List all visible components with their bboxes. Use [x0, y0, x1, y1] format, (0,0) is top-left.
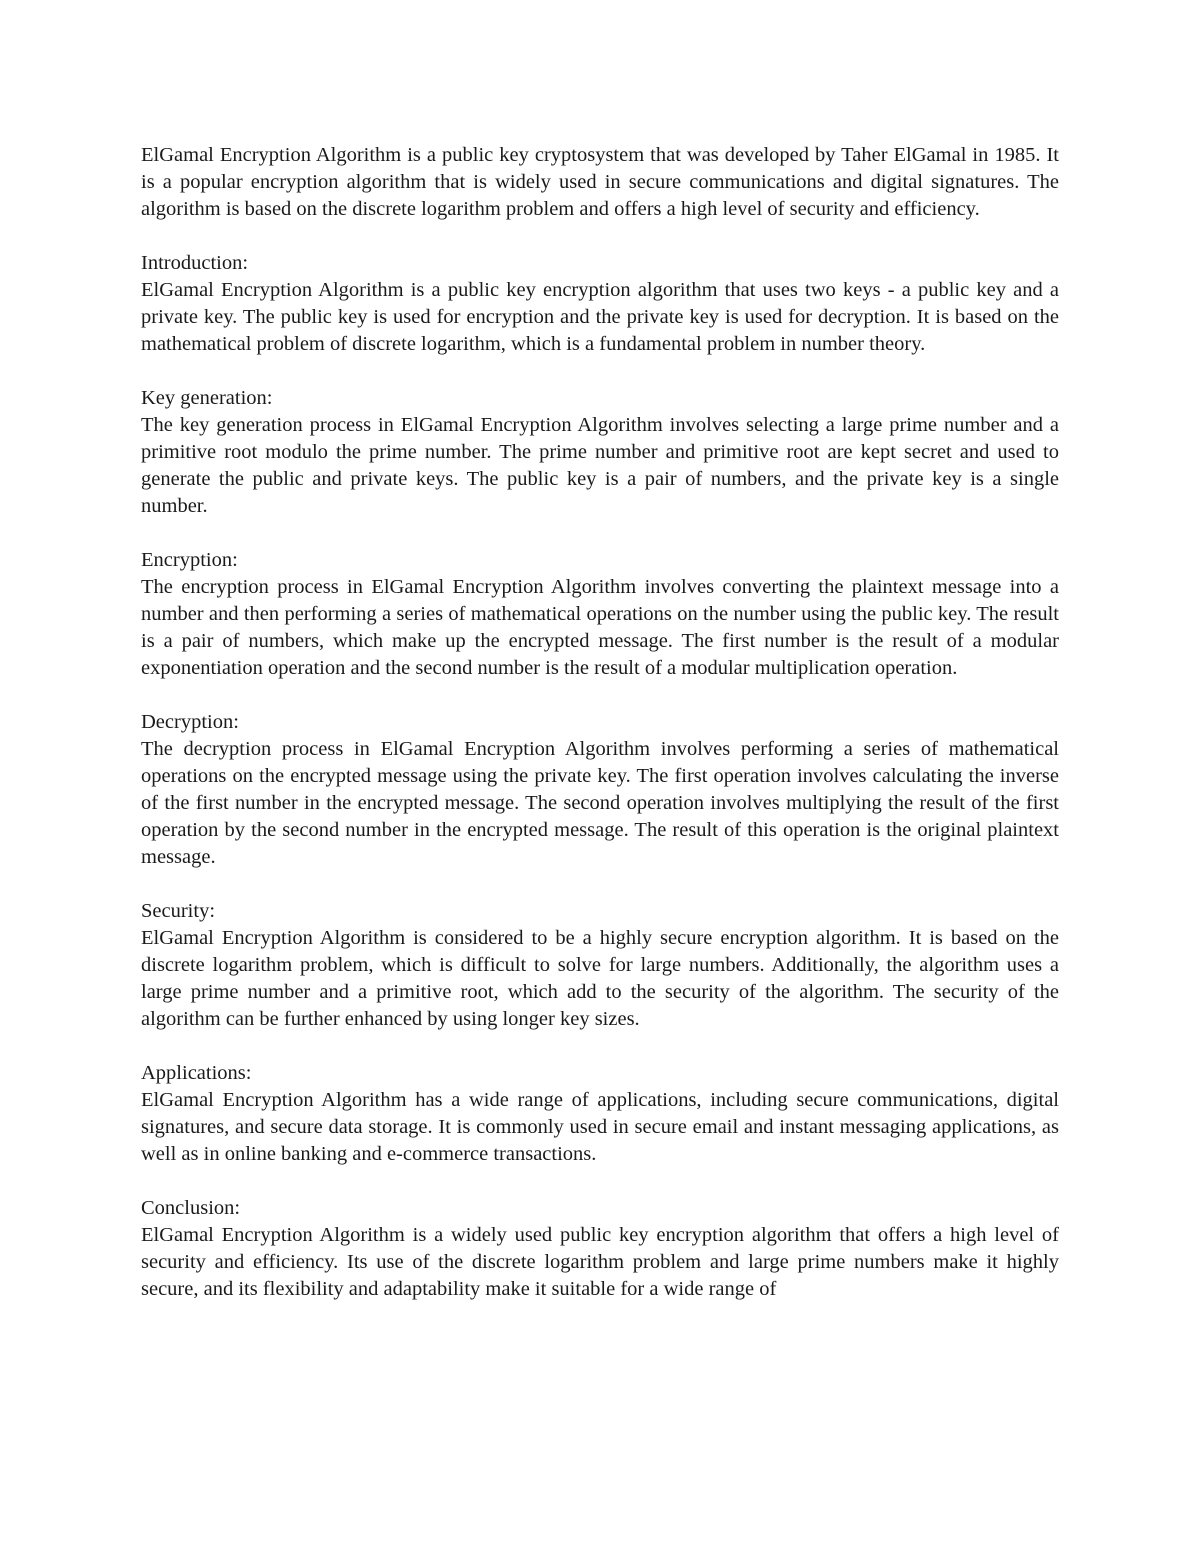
section-heading: Conclusion:: [141, 1197, 241, 1219]
section-key-generation: [141, 385, 1059, 520]
section-body: ElGamal Encryption Algorithm is a public key encryption algorithm that uses two keys - a public key and a private key. The public key is used for encryption and the private key is used for decryption. It is based on the mathematical problem of discrete logarithm, which is a fundamental problem in number theory.: [141, 279, 1059, 355]
section-security: [141, 898, 1059, 1033]
section-conclusion: [141, 1195, 1059, 1303]
section-heading: Encryption:: [141, 549, 238, 571]
section-heading: Introduction:: [141, 252, 249, 274]
section-body: ElGamal Encryption Algorithm is considered to be a highly secure encryption algorithm. It is based on the discrete logarithm problem, which is difficult to solve for large numbers. Additionally, the algorithm uses a large prime number and a primitive root, which add to the security of the algorithm. The security of the algorithm can be further enhanced by using longer key sizes.: [141, 927, 1059, 1030]
section-body: ElGamal Encryption Algorithm has a wide range of applications, including secure communications, digital signatures, and secure data storage. It is commonly used in secure email and instant messaging applications, as well as in online banking and e-commerce transactions.: [141, 1089, 1059, 1165]
section-encryption: [141, 547, 1059, 682]
section-decryption: [141, 709, 1059, 871]
section-introduction: [141, 250, 1059, 358]
section-body: ElGamal Encryption Algorithm is a widely used public key encryption algorithm that offers a high level of security and efficiency. Its use of the discrete logarithm problem and large prime numbers make it highly secure, and its flexibility and adaptability make it suitable for a wide range of: [141, 1224, 1059, 1300]
section-heading: Applications:: [141, 1062, 252, 1084]
section-body: The key generation process in ElGamal Encryption Algorithm involves selecting a large prime number and a primitive root modulo the prime number. The prime number and primitive root are kept secret and used to generate the public and private keys. The public key is a pair of numbers, and the private key is a single number.: [141, 414, 1059, 517]
intro-paragraph: ElGamal Encryption Algorithm is a public key cryptosystem that was developed by Taher ElGamal in 1985. It is a popular encryption algorithm that is widely used in secure communications and digital signatures. The algorithm is based on the discrete logarithm problem and offers a high level of security and efficiency.: [141, 144, 1059, 220]
section-heading: Security:: [141, 900, 216, 922]
section-heading: Decryption:: [141, 711, 239, 733]
document-body: [141, 142, 1059, 1303]
section-heading: Key generation:: [141, 387, 273, 409]
section-body: The decryption process in ElGamal Encryption Algorithm involves performing a series of mathematical operations on the encrypted message using the private key. The first operation involves calculating the inverse of the first number in the encrypted message. The second operation involves multiplying the result of the first operation by the second number in the encrypted message. The result of this operation is the original plaintext message.: [141, 738, 1059, 868]
section-body: The encryption process in ElGamal Encryption Algorithm involves converting the plaintext message into a number and then performing a series of mathematical operations on the number using the public key. The result is a pair of numbers, which make up the encrypted message. The first number is the result of a modular exponentiation operation and the second number is the result of a modular multiplication operation.: [141, 576, 1059, 679]
section-applications: [141, 1060, 1059, 1168]
